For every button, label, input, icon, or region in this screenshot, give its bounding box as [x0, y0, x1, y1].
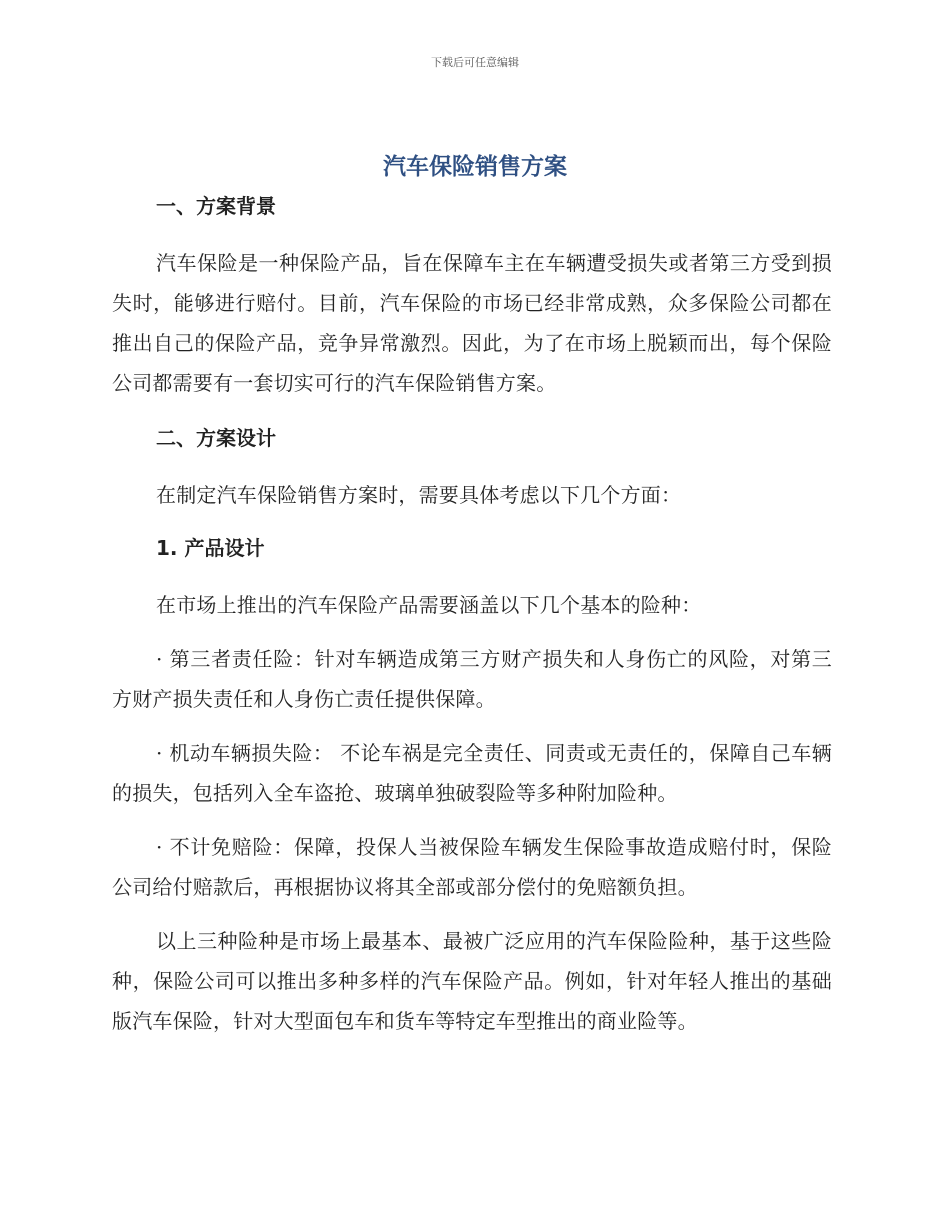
list-item-vehicle-damage: · 机动车辆损失险： 不论车祸是完全责任、同责或无责任的，保障自己车辆的损失，包括列入全车盗抢、玻璃单独破裂险等多种附加险种。 — [112, 741, 832, 805]
product-intro-paragraph: 在市场上推出的汽车保险产品需要涵盖以下几个基本的险种： — [156, 593, 702, 617]
list-item-third-party-liability: · 第三者责任险：针对车辆造成第三方财产损失和人身伤亡的风险，对第三方财产损失责任和人身伤亡责任提供保障。 — [112, 647, 832, 711]
section-heading-design: 二、方案设计 — [156, 426, 276, 450]
summary-paragraph: 以上三种险种是市场上最基本、最被广泛应用的汽车保险险种，基于这些险种，保险公司可以推出多种多样的汽车保险产品。例如，针对年轻人推出的基础版汽车保险，针对大型面包车和货车等特定车型推出的商业险等。 — [112, 929, 832, 1033]
background-paragraph: 汽车保险是一种保险产品，旨在保障车主在车辆遭受损失或者第三方受到损失时，能够进行赔付。目前，汽车保险的市场已经非常成熟，众多保险公司都在推出自己的保险产品，竞争异常激烈。因此，为了在市场上脱颖而出，每个保险公司都需要有一套切实可行的汽车保险销售方案。 — [112, 251, 832, 395]
design-intro-paragraph: 在制定汽车保险销售方案时，需要具体考虑以下几个方面： — [156, 483, 682, 507]
list-item-deductible-waiver: · 不计免赔险：保障，投保人当被保险车辆发生保险事故造成赔付时，保险公司给付赔款后，再根据协议将其全部或部分偿付的免赔额负担。 — [112, 835, 832, 899]
section-heading-background: 一、方案背景 — [156, 194, 276, 218]
header-note: 下载后可任意编辑 — [431, 56, 519, 69]
sub-heading-product-design: 1. 产品设计 — [156, 536, 265, 560]
document-body — [112, 187, 832, 1041]
document-title: 汽车保险销售方案 — [383, 154, 567, 180]
